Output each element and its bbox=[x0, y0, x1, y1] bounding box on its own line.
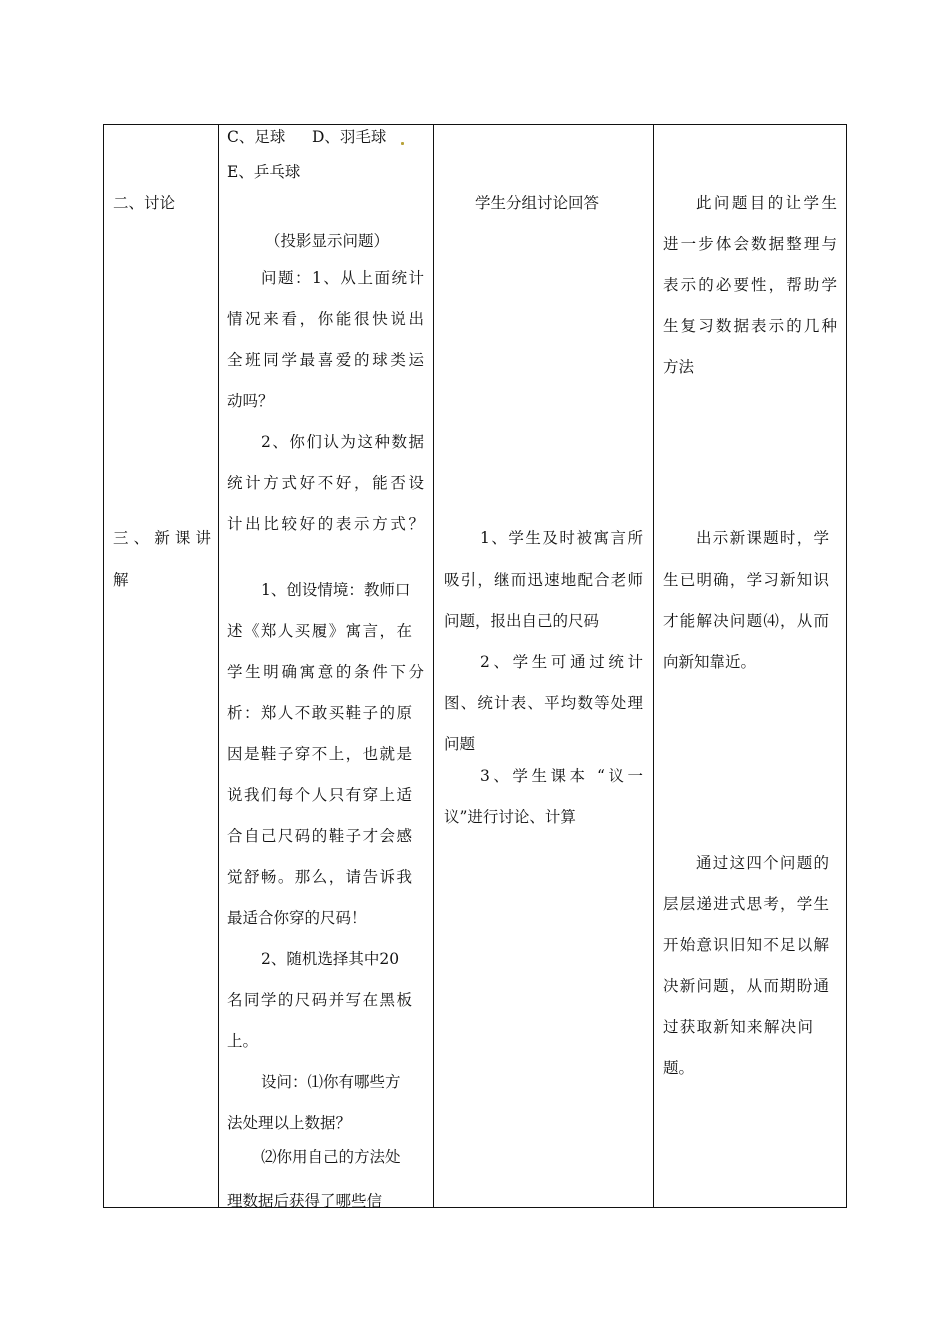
text-line: 向新知靠近。 bbox=[663, 653, 757, 671]
text-line: 决新问题，从而期盼通 bbox=[663, 977, 829, 995]
text-line: 学生明确寓意的条件下分 bbox=[227, 663, 424, 681]
text-line: 问题，报出自己的尺码 bbox=[444, 612, 600, 630]
column-divider bbox=[218, 125, 219, 1207]
text-line: 生复习数据表示的几种 bbox=[663, 317, 837, 335]
text-line: 此问题目的让学生 bbox=[696, 194, 837, 212]
text-line: 上。 bbox=[227, 1032, 259, 1050]
text-line: 1、创设情境：教师口 bbox=[261, 581, 411, 599]
option-c: C、足球 bbox=[227, 128, 286, 146]
text-line: 才能解决问题⑷，从而 bbox=[663, 612, 829, 630]
text-line: 出示新课题时，学 bbox=[696, 529, 829, 547]
text-line: 全班同学最喜爱的球类运 bbox=[227, 351, 424, 369]
text-line: 动吗？ bbox=[227, 392, 274, 410]
text-line: 最适合你穿的尺码！ bbox=[227, 909, 367, 927]
text-line: 过获取新知来解决问 bbox=[663, 1018, 813, 1036]
stray-mark bbox=[401, 142, 404, 145]
text-line: 法处理以上数据？ bbox=[227, 1114, 352, 1132]
text-line: 题。 bbox=[663, 1059, 695, 1077]
text-line: 问题 bbox=[444, 735, 476, 753]
text-line: 议”进行讨论、计算 bbox=[444, 808, 576, 826]
text-line: 2、你们认为这种数据 bbox=[261, 433, 424, 451]
text-line: 方法 bbox=[663, 358, 695, 376]
text-line: 表示的必要性，帮助学 bbox=[663, 276, 837, 294]
student-activity-heading: 学生分组讨论回答 bbox=[475, 194, 600, 212]
text-line: 析：郑人不敢买鞋子的原 bbox=[227, 704, 412, 722]
section-heading-new-lesson: 三、新课讲 bbox=[113, 529, 211, 547]
text-line: 1、学生及时被寓言所 bbox=[480, 529, 643, 547]
text-line: 说我们每个人只有穿上适 bbox=[227, 786, 412, 804]
text-line: 进一步体会数据整理与 bbox=[663, 235, 837, 253]
text-line: 统计方式好不好，能否设 bbox=[227, 474, 424, 492]
projection-note: （投影显示问题） bbox=[265, 232, 390, 250]
option-e: E、乒乓球 bbox=[227, 163, 301, 181]
text-line: 述《郑人买履》寓言，在 bbox=[227, 622, 412, 640]
text-line: 层层递进式思考，学生 bbox=[663, 895, 829, 913]
text-line: 3、学生课本 “议一 bbox=[480, 767, 643, 785]
text-line: 理数据后获得了哪些信 bbox=[227, 1192, 383, 1210]
text-line: 问题：1、从上面统计 bbox=[261, 269, 424, 287]
column-divider bbox=[653, 125, 654, 1207]
text-line: 情况来看，你能很快说出 bbox=[227, 310, 424, 328]
text-line: 计出比较好的表示方式？ bbox=[227, 515, 424, 533]
text-line: 2、学生可通过统计 bbox=[480, 653, 643, 671]
column-divider bbox=[433, 125, 434, 1207]
text-line: 吸引，继而迅速地配合老师 bbox=[444, 571, 643, 589]
option-d: D、羽毛球 bbox=[312, 128, 387, 146]
text-line: 2、随机选择其中20 bbox=[261, 950, 400, 968]
text-line: 开始意识旧知不足以解 bbox=[663, 936, 829, 954]
text-line: 设问：⑴你有哪些方 bbox=[261, 1073, 401, 1091]
text-line: 名同学的尺码并写在黑板 bbox=[227, 991, 412, 1009]
section-heading-discussion: 二、讨论 bbox=[113, 194, 176, 212]
text-line: 生已明确，学习新知识 bbox=[663, 571, 829, 589]
text-line: 合自己尺码的鞋子才会感 bbox=[227, 827, 412, 845]
section-heading-new-lesson-cont: 解 bbox=[113, 571, 129, 589]
text-line: 通过这四个问题的 bbox=[696, 854, 829, 872]
text-line: 图、统计表、平均数等处理 bbox=[444, 694, 643, 712]
text-line: ⑵你用自己的方法处 bbox=[261, 1148, 401, 1166]
text-line: 觉舒畅。那么，请告诉我 bbox=[227, 868, 412, 886]
text-line: 因是鞋子穿不上，也就是 bbox=[227, 745, 412, 763]
